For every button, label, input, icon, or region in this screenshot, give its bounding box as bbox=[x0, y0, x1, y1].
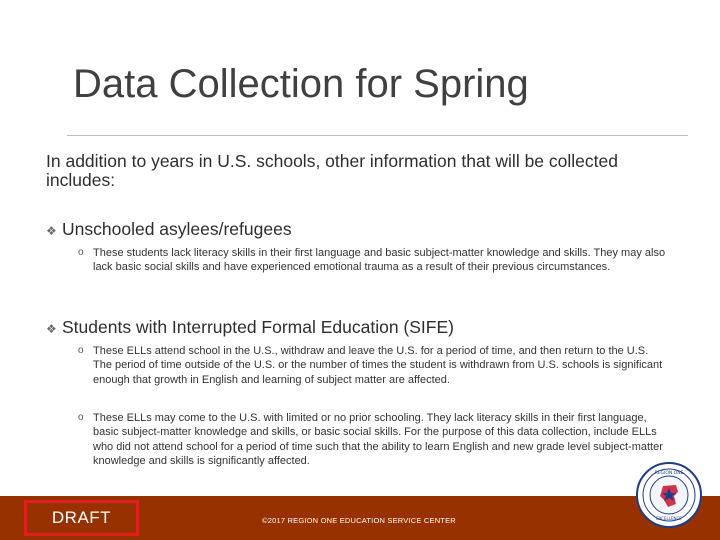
slide-title: Data Collection for Spring bbox=[73, 62, 529, 106]
bullet-icon: ❖ bbox=[46, 322, 57, 336]
draft-label: DRAFT bbox=[51, 508, 112, 527]
circle-bullet-icon: o bbox=[78, 247, 84, 258]
svg-text:EXCELLENCE: EXCELLENCE bbox=[656, 516, 682, 521]
bullet-icon: ❖ bbox=[46, 224, 57, 238]
circle-bullet-icon: o bbox=[78, 412, 84, 423]
title-divider bbox=[67, 135, 688, 136]
list-item bbox=[78, 344, 668, 387]
intro-text: In addition to years in U.S. schools, other information that will be collected includes: bbox=[46, 151, 618, 190]
section-heading-unschooled bbox=[46, 219, 292, 240]
circle-bullet-icon: o bbox=[78, 345, 84, 356]
svg-text:REGION ONE: REGION ONE bbox=[654, 471, 684, 476]
list-item-text: These ELLs may come to the U.S. with limited or no prior schooling. They lack literacy skills in their first language, basic subject-matter knowledge and skills, or basic social skills. For the purpose of this data collection, include ELLs who did not attend school for a period of time such that the ability to learn English and new grade level subject-matter knowledge and skills is significantly affected. bbox=[93, 412, 663, 468]
section-heading-label: Students with Interrupted Formal Education (SIFE) bbox=[62, 317, 454, 337]
list-item-text: These ELLs attend school in the U.S., withdraw and leave the U.S. for a period of time, and then return to the U.S. The period of time outside of the U.S. or the number of times the student is withdrawn from U.S. schools is significant enough that growth in English and learning of subject matter are affected. bbox=[93, 345, 663, 386]
region-one-seal-icon bbox=[636, 462, 702, 528]
footer-copyright: ©2017 REGION ONE EDUCATION SERVICE CENTER bbox=[262, 516, 456, 525]
list-item-text: These students lack literacy skills in their first language and basic subject-matter knowledge and skills. They may also lack basic social skills and have experienced emotional trauma as a result of their previous circumstances. bbox=[93, 247, 666, 274]
list-item bbox=[78, 411, 668, 469]
list-item bbox=[78, 246, 668, 275]
section-heading-sife bbox=[46, 317, 454, 338]
draft-badge bbox=[24, 500, 139, 536]
section-heading-label: Unschooled asylees/refugees bbox=[62, 219, 292, 239]
